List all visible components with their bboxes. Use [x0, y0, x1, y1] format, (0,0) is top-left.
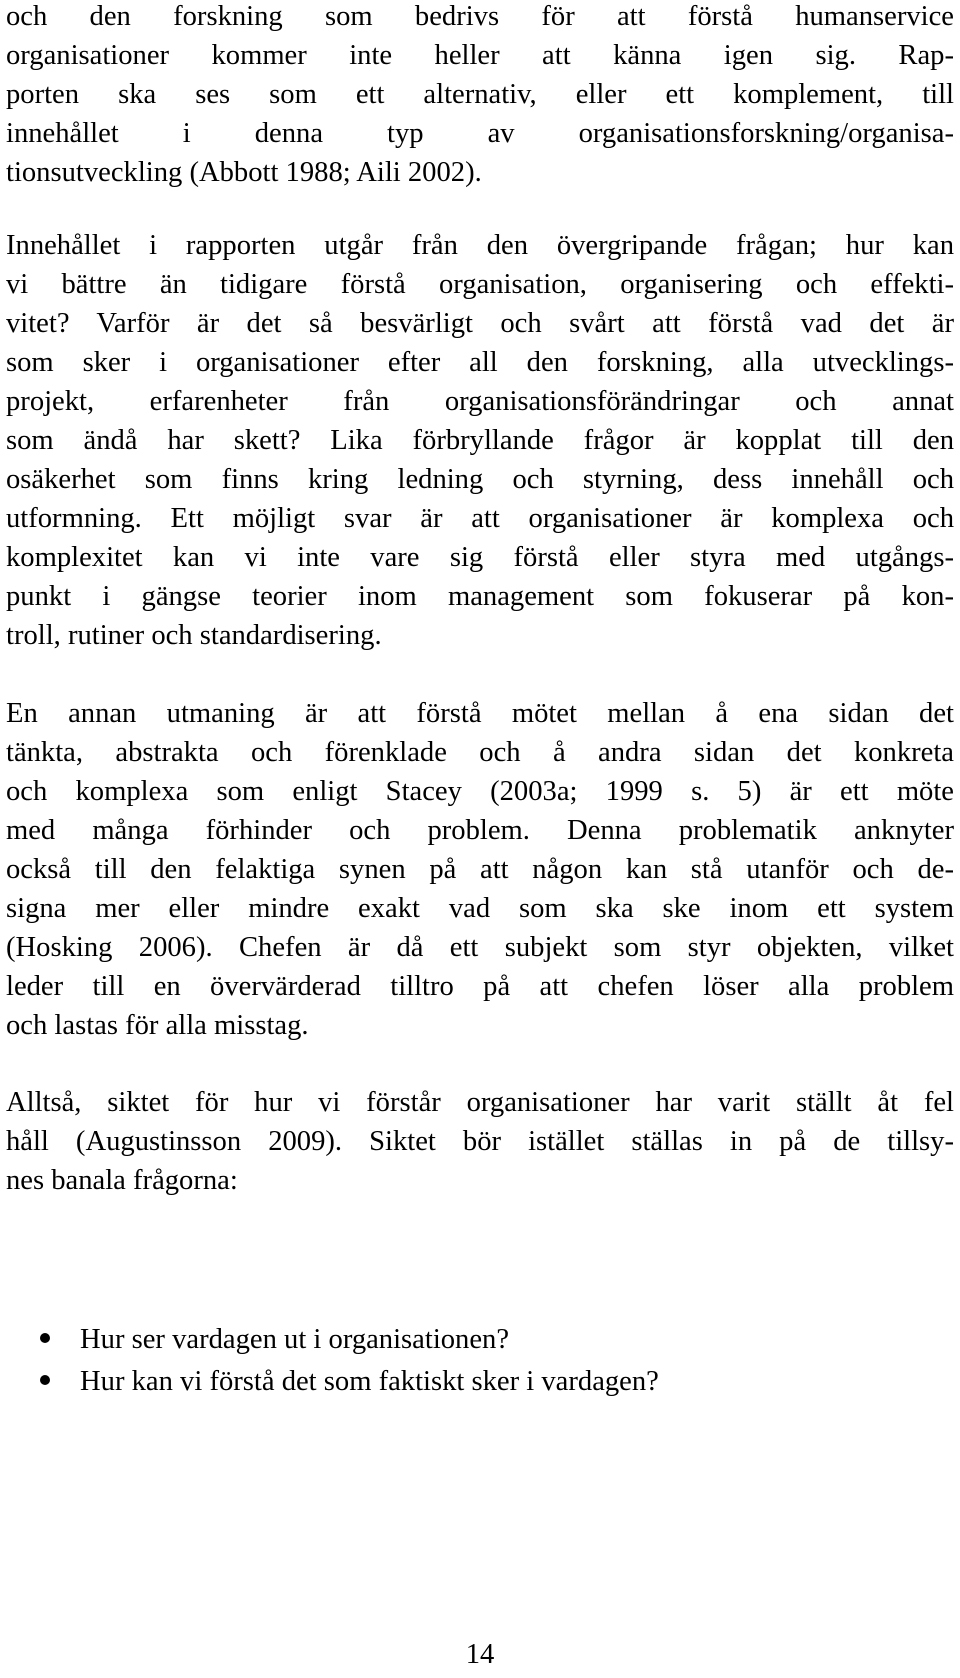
text-line: projekt, erfarenheter från organisationsförändringar och annat [6, 386, 954, 417]
paragraph-2 [6, 226, 954, 655]
text-line: tänkta, abstrakta och förenklade och å andra sidan det konkreta [6, 737, 954, 768]
text-line: nes banala frågorna: [6, 1165, 238, 1196]
text-line: och den forskning som bedrivs för att förstå humanservice [6, 1, 954, 32]
text-line: med många förhinder och problem. Denna problematik anknyter [6, 815, 954, 846]
bullet-icon [40, 1361, 80, 1403]
list-item-text: Hur kan vi förstå det som faktiskt sker i vardagen? [80, 1366, 659, 1397]
text-line: osäkerhet som finns kring ledning och styrning, dess innehåll och [6, 464, 954, 495]
text-line: håll (Augustinsson 2009). Siktet bör istället ställas in på de tillsy- [6, 1126, 954, 1157]
list-item [40, 1361, 920, 1403]
paragraph-4 [6, 1083, 954, 1200]
text-line: organisationer kommer inte heller att känna igen sig. Rap- [6, 40, 954, 71]
text-line: vitet? Varför är det så besvärligt och svårt att förstå vad det är [6, 308, 954, 339]
paragraph-3 [6, 694, 954, 1045]
text-line: En annan utmaning är att förstå mötet mellan å ena sidan det [6, 698, 954, 729]
text-line: utformning. Ett möjligt svar är att organisationer är komplexa och [6, 503, 954, 534]
list-item-text: Hur ser vardagen ut i organisationen? [80, 1324, 510, 1355]
page-number: 14 [465, 1639, 495, 1670]
bullet-icon [40, 1319, 80, 1361]
text-line: troll, rutiner och standardisering. [6, 620, 382, 651]
text-line: (Hosking 2006). Chefen är då ett subjekt som styr objekten, vilket [6, 932, 954, 963]
list-item [40, 1319, 920, 1361]
text-line: leder till en övervärderad tilltro på att chefen löser alla problem [6, 971, 954, 1002]
paragraph-1 [6, 0, 954, 192]
text-line: komplexitet kan vi inte vare sig förstå eller styra med utgångs- [6, 542, 954, 573]
text-line: porten ska ses som ett alternativ, eller ett komplement, till [6, 79, 954, 110]
text-line: också till den felaktiga synen på att någon kan stå utanför och de- [6, 854, 954, 885]
text-line: signa mer eller mindre exakt vad som ska ske inom ett system [6, 893, 954, 924]
question-list [40, 1319, 920, 1403]
text-line: Innehållet i rapporten utgår från den övergripande frågan; hur kan [6, 230, 954, 261]
text-line: Alltså, siktet för hur vi förstår organisationer har varit ställt åt fel [6, 1087, 954, 1118]
text-line: vi bättre än tidigare förstå organisation, organisering och effekti- [6, 269, 954, 300]
text-line: och komplexa som enligt Stacey (2003a; 1999 s. 5) är ett möte [6, 776, 954, 807]
text-line: som sker i organisationer efter all den forskning, alla utvecklings- [6, 347, 954, 378]
text-line: innehållet i denna typ av organisationsforskning/organisa- [6, 118, 954, 149]
text-line: som ändå har skett? Lika förbryllande frågor är kopplat till den [6, 425, 954, 456]
text-line: och lastas för alla misstag. [6, 1010, 309, 1041]
text-line: punkt i gängse teorier inom management som fokuserar på kon- [6, 581, 954, 612]
text-line: tionsutveckling (Abbott 1988; Aili 2002). [6, 157, 482, 188]
